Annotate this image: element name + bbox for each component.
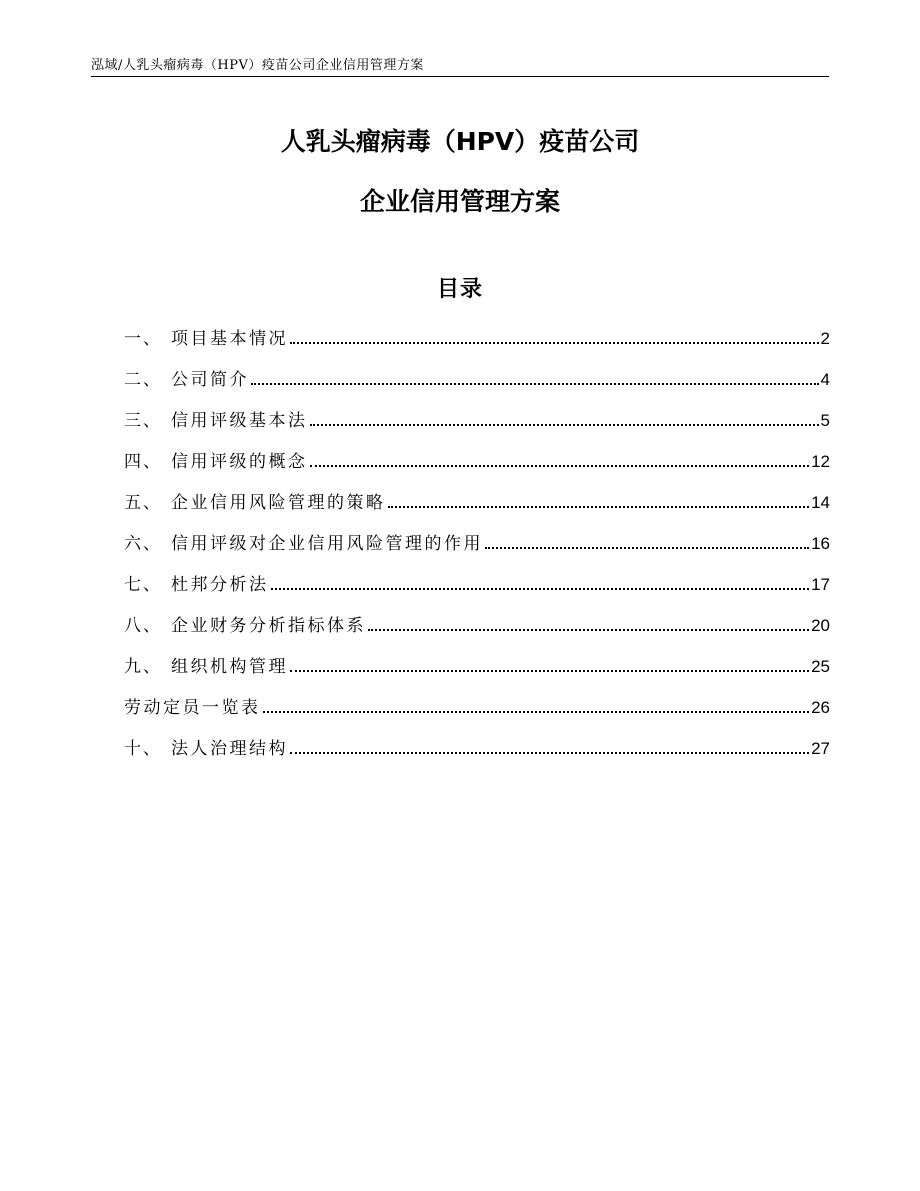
toc-entry[interactable] xyxy=(124,365,830,406)
toc-entry-label: 信用评级的概念 xyxy=(171,452,308,472)
toc-entry[interactable] xyxy=(124,611,830,652)
toc-entry-page: 14 xyxy=(811,493,830,512)
toc-entry[interactable] xyxy=(124,447,830,488)
toc-entry-page: 4 xyxy=(820,370,830,389)
toc-entry-label: 杜邦分析法 xyxy=(171,575,269,595)
document-title-line-1: 人乳头瘤病毒（HPV）疫苗公司 xyxy=(280,127,640,156)
toc-entry-label: 企业财务分析指标体系 xyxy=(171,616,366,636)
toc-entry-number: 一、 xyxy=(124,329,162,349)
toc-entry-label: 法人治理结构 xyxy=(171,739,288,759)
toc-entry-number: 十、 xyxy=(124,739,162,759)
toc-dot-leader xyxy=(290,669,809,672)
toc-entry-number: 九、 xyxy=(124,657,162,677)
toc-entry-page: 26 xyxy=(811,698,830,717)
toc-entry-label: 公司简介 xyxy=(171,370,249,390)
toc-heading: 目录 xyxy=(436,277,483,302)
toc-entry[interactable] xyxy=(124,529,830,570)
header-divider xyxy=(91,76,829,77)
toc-entry-page: 27 xyxy=(811,739,830,758)
toc-entry-number: 五、 xyxy=(124,493,162,513)
toc-entry[interactable] xyxy=(124,693,830,734)
toc-entry-page: 20 xyxy=(811,616,830,635)
toc-entry[interactable] xyxy=(124,652,830,693)
toc-dot-leader xyxy=(251,382,819,385)
toc-entry[interactable] xyxy=(124,734,830,775)
toc-entry-number: 二、 xyxy=(124,370,162,390)
toc-dot-leader xyxy=(485,546,809,549)
toc-entry-page: 25 xyxy=(811,657,830,676)
toc-entry-label: 劳动定员一览表 xyxy=(124,698,261,718)
toc-entry-page: 12 xyxy=(811,452,830,471)
toc-entry-number: 七、 xyxy=(124,575,162,595)
toc-dot-leader xyxy=(263,710,810,713)
toc-entry-label: 企业信用风险管理的策略 xyxy=(171,493,386,513)
toc-entry[interactable] xyxy=(124,570,830,611)
toc-entry[interactable] xyxy=(124,324,830,365)
toc-dot-leader xyxy=(310,464,810,467)
toc-entry-label: 信用评级基本法 xyxy=(171,411,308,431)
toc-entry-page: 5 xyxy=(820,411,830,430)
document-title-line-2: 企业信用管理方案 xyxy=(359,187,560,216)
running-header: 泓域/人乳头瘤病毒（HPV）疫苗公司企业信用管理方案 xyxy=(91,58,424,73)
toc-entry-label: 项目基本情况 xyxy=(171,329,288,349)
toc-entry-number: 三、 xyxy=(124,411,162,431)
toc-entry-number: 六、 xyxy=(124,534,162,554)
toc-list xyxy=(124,324,830,775)
toc-entry-number: 八、 xyxy=(124,616,162,636)
toc-entry-number: 四、 xyxy=(124,452,162,472)
toc-entry-page: 17 xyxy=(811,575,830,594)
toc-entry-page: 2 xyxy=(820,329,830,348)
toc-dot-leader xyxy=(388,505,810,508)
toc-entry-label: 组织机构管理 xyxy=(171,657,288,677)
toc-dot-leader xyxy=(290,751,809,754)
toc-entry-label: 信用评级对企业信用风险管理的作用 xyxy=(171,534,483,554)
toc-entry-page: 16 xyxy=(811,534,830,553)
toc-entry[interactable] xyxy=(124,406,830,447)
toc-dot-leader xyxy=(290,341,819,344)
toc-dot-leader xyxy=(271,587,810,590)
toc-entry[interactable] xyxy=(124,488,830,529)
toc-dot-leader xyxy=(368,628,809,631)
toc-dot-leader xyxy=(310,423,819,426)
